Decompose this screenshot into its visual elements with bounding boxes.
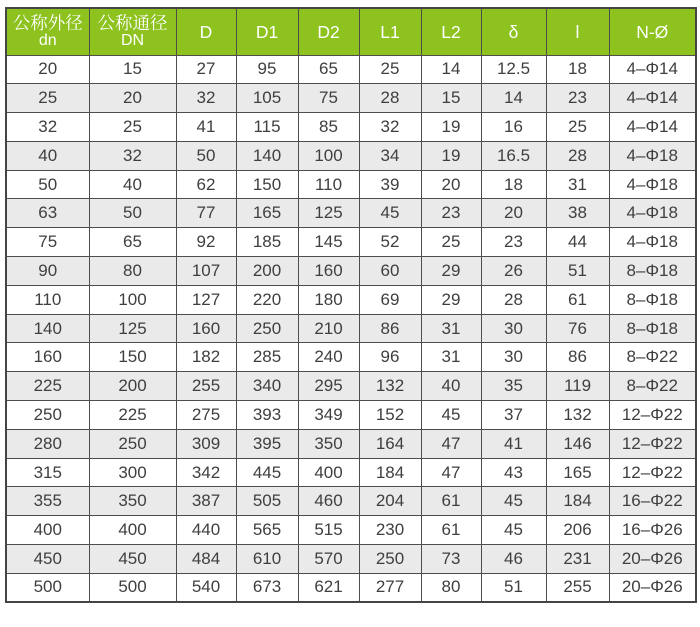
cell: 32	[6, 113, 89, 142]
cell: 206	[546, 516, 609, 545]
cell: 41	[176, 113, 236, 142]
table-row	[6, 141, 696, 170]
cell: 500	[89, 573, 176, 602]
cell: 8–Φ22	[609, 372, 696, 401]
cell: 29	[421, 257, 481, 286]
cell: 220	[236, 285, 298, 314]
cell: 285	[236, 343, 298, 372]
column-header-title: l	[575, 21, 580, 42]
cell: 25	[421, 228, 481, 257]
cell: 107	[176, 257, 236, 286]
table-row	[6, 84, 696, 113]
column-header	[176, 8, 236, 55]
cell: 77	[176, 199, 236, 228]
cell: 309	[176, 429, 236, 458]
column-header	[359, 8, 421, 55]
cell: 225	[6, 372, 89, 401]
table-row	[6, 573, 696, 602]
cell: 515	[298, 516, 359, 545]
column-header-title: D1	[255, 21, 279, 42]
table-row	[6, 113, 696, 142]
cell: 69	[359, 285, 421, 314]
table-header	[6, 8, 696, 55]
cell: 92	[176, 228, 236, 257]
cell: 4–Φ18	[609, 199, 696, 228]
cell: 349	[298, 401, 359, 430]
cell: 146	[546, 429, 609, 458]
cell: 300	[89, 458, 176, 487]
cell: 250	[236, 314, 298, 343]
cell: 40	[6, 141, 89, 170]
cell: 39	[359, 170, 421, 199]
cell: 355	[6, 487, 89, 516]
column-header-subtitle: DN	[120, 32, 145, 50]
cell: 65	[89, 228, 176, 257]
cell: 85	[298, 113, 359, 142]
cell: 8–Φ18	[609, 285, 696, 314]
cell: 200	[89, 372, 176, 401]
cell: 75	[298, 84, 359, 113]
cell: 25	[89, 113, 176, 142]
column-header	[421, 8, 481, 55]
cell: 115	[236, 113, 298, 142]
cell: 210	[298, 314, 359, 343]
cell: 20	[6, 55, 89, 84]
cell: 40	[421, 372, 481, 401]
table-row	[6, 314, 696, 343]
table-row	[6, 199, 696, 228]
cell: 61	[421, 516, 481, 545]
cell: 4–Φ18	[609, 141, 696, 170]
cell: 540	[176, 573, 236, 602]
cell: 160	[176, 314, 236, 343]
cell: 73	[421, 545, 481, 574]
table-row	[6, 401, 696, 430]
cell: 230	[359, 516, 421, 545]
column-header	[481, 8, 546, 55]
flange-dimension-table	[5, 7, 697, 603]
table-row	[6, 516, 696, 545]
cell: 65	[298, 55, 359, 84]
cell: 23	[421, 199, 481, 228]
cell: 96	[359, 343, 421, 372]
cell: 30	[481, 314, 546, 343]
cell: 86	[359, 314, 421, 343]
column-header	[236, 8, 298, 55]
cell: 295	[298, 372, 359, 401]
column-header-title: N-Ø	[636, 21, 669, 42]
cell: 184	[546, 487, 609, 516]
table-row	[6, 55, 696, 84]
column-header	[609, 8, 696, 55]
cell: 400	[298, 458, 359, 487]
cell: 165	[236, 199, 298, 228]
cell: 127	[176, 285, 236, 314]
cell: 95	[236, 55, 298, 84]
cell: 132	[359, 372, 421, 401]
cell: 505	[236, 487, 298, 516]
cell: 62	[176, 170, 236, 199]
cell: 61	[421, 487, 481, 516]
cell: 570	[298, 545, 359, 574]
cell: 395	[236, 429, 298, 458]
cell: 277	[359, 573, 421, 602]
column-header	[546, 8, 609, 55]
cell: 51	[481, 573, 546, 602]
table-row	[6, 487, 696, 516]
column-header	[6, 8, 89, 55]
cell: 250	[359, 545, 421, 574]
cell: 450	[89, 545, 176, 574]
cell: 275	[176, 401, 236, 430]
column-header-title: D	[199, 21, 213, 42]
cell: 30	[481, 343, 546, 372]
cell: 125	[89, 314, 176, 343]
cell: 26	[481, 257, 546, 286]
cell: 340	[236, 372, 298, 401]
cell: 18	[546, 55, 609, 84]
cell: 15	[89, 55, 176, 84]
cell: 45	[481, 516, 546, 545]
cell: 4–Φ18	[609, 228, 696, 257]
cell: 60	[359, 257, 421, 286]
cell: 350	[298, 429, 359, 458]
cell: 460	[298, 487, 359, 516]
cell: 673	[236, 573, 298, 602]
cell: 47	[421, 429, 481, 458]
cell: 25	[6, 84, 89, 113]
cell: 100	[298, 141, 359, 170]
cell: 32	[89, 141, 176, 170]
cell: 28	[546, 141, 609, 170]
cell: 50	[176, 141, 236, 170]
cell: 16–Φ22	[609, 487, 696, 516]
cell: 621	[298, 573, 359, 602]
cell: 400	[6, 516, 89, 545]
cell: 152	[359, 401, 421, 430]
cell: 250	[6, 401, 89, 430]
cell: 185	[236, 228, 298, 257]
cell: 204	[359, 487, 421, 516]
cell: 165	[546, 458, 609, 487]
cell: 400	[89, 516, 176, 545]
table-row	[6, 285, 696, 314]
cell: 150	[89, 343, 176, 372]
cell: 61	[546, 285, 609, 314]
cell: 255	[546, 573, 609, 602]
cell: 40	[89, 170, 176, 199]
column-header-subtitle: dn	[38, 32, 57, 50]
cell: 4–Φ14	[609, 84, 696, 113]
cell: 19	[421, 113, 481, 142]
cell: 4–Φ14	[609, 55, 696, 84]
cell: 18	[481, 170, 546, 199]
cell: 132	[546, 401, 609, 430]
cell: 19	[421, 141, 481, 170]
cell: 37	[481, 401, 546, 430]
cell: 28	[481, 285, 546, 314]
cell: 387	[176, 487, 236, 516]
cell: 110	[6, 285, 89, 314]
cell: 8–Φ22	[609, 343, 696, 372]
cell: 140	[6, 314, 89, 343]
cell: 23	[546, 84, 609, 113]
cell: 164	[359, 429, 421, 458]
cell: 20	[89, 84, 176, 113]
table-row	[6, 429, 696, 458]
cell: 184	[359, 458, 421, 487]
cell: 16.5	[481, 141, 546, 170]
cell: 255	[176, 372, 236, 401]
cell: 160	[6, 343, 89, 372]
cell: 250	[89, 429, 176, 458]
cell: 15	[421, 84, 481, 113]
cell: 4–Φ18	[609, 170, 696, 199]
cell: 16–Φ26	[609, 516, 696, 545]
cell: 4–Φ14	[609, 113, 696, 142]
cell: 110	[298, 170, 359, 199]
cell: 29	[421, 285, 481, 314]
table-row	[6, 545, 696, 574]
column-header-title: L1	[380, 21, 400, 42]
cell: 315	[6, 458, 89, 487]
cell: 12.5	[481, 55, 546, 84]
cell: 445	[236, 458, 298, 487]
cell: 160	[298, 257, 359, 286]
cell: 14	[421, 55, 481, 84]
cell: 231	[546, 545, 609, 574]
table-row	[6, 257, 696, 286]
cell: 45	[481, 487, 546, 516]
cell: 51	[546, 257, 609, 286]
cell: 20–Φ26	[609, 545, 696, 574]
cell: 180	[298, 285, 359, 314]
cell: 440	[176, 516, 236, 545]
cell: 20	[481, 199, 546, 228]
cell: 610	[236, 545, 298, 574]
cell: 80	[421, 573, 481, 602]
cell: 43	[481, 458, 546, 487]
cell: 145	[298, 228, 359, 257]
column-header-title: D2	[317, 21, 340, 42]
cell: 38	[546, 199, 609, 228]
cell: 46	[481, 545, 546, 574]
cell: 393	[236, 401, 298, 430]
cell: 565	[236, 516, 298, 545]
column-header	[89, 8, 176, 55]
cell: 119	[546, 372, 609, 401]
cell: 182	[176, 343, 236, 372]
cell: 14	[481, 84, 546, 113]
cell: 342	[176, 458, 236, 487]
table-body	[6, 55, 696, 602]
cell: 500	[6, 573, 89, 602]
cell: 23	[481, 228, 546, 257]
cell: 100	[89, 285, 176, 314]
cell: 44	[546, 228, 609, 257]
cell: 80	[89, 257, 176, 286]
cell: 50	[6, 170, 89, 199]
cell: 90	[6, 257, 89, 286]
cell: 75	[6, 228, 89, 257]
cell: 20–Φ26	[609, 573, 696, 602]
cell: 484	[176, 545, 236, 574]
cell: 31	[421, 343, 481, 372]
cell: 25	[546, 113, 609, 142]
cell: 45	[359, 199, 421, 228]
cell: 76	[546, 314, 609, 343]
cell: 35	[481, 372, 546, 401]
cell: 34	[359, 141, 421, 170]
table-row	[6, 458, 696, 487]
cell: 140	[236, 141, 298, 170]
cell: 12–Φ22	[609, 401, 696, 430]
table-row	[6, 170, 696, 199]
cell: 20	[421, 170, 481, 199]
cell: 50	[89, 199, 176, 228]
cell: 31	[421, 314, 481, 343]
cell: 12–Φ22	[609, 429, 696, 458]
cell: 225	[89, 401, 176, 430]
cell: 32	[359, 113, 421, 142]
table-row	[6, 228, 696, 257]
column-header-title: δ	[508, 21, 519, 42]
table-row	[6, 343, 696, 372]
cell: 150	[236, 170, 298, 199]
cell: 86	[546, 343, 609, 372]
column-header-title: L2	[441, 21, 461, 42]
cell: 8–Φ18	[609, 314, 696, 343]
cell: 47	[421, 458, 481, 487]
column-header	[298, 8, 359, 55]
cell: 31	[546, 170, 609, 199]
cell: 25	[359, 55, 421, 84]
column-header-title: 公称外径	[12, 12, 83, 33]
header-row	[6, 8, 696, 55]
cell: 27	[176, 55, 236, 84]
cell: 41	[481, 429, 546, 458]
cell: 28	[359, 84, 421, 113]
cell: 125	[298, 199, 359, 228]
cell: 32	[176, 84, 236, 113]
cell: 200	[236, 257, 298, 286]
cell: 450	[6, 545, 89, 574]
cell: 105	[236, 84, 298, 113]
cell: 63	[6, 199, 89, 228]
cell: 16	[481, 113, 546, 142]
cell: 240	[298, 343, 359, 372]
cell: 280	[6, 429, 89, 458]
cell: 45	[421, 401, 481, 430]
cell: 12–Φ22	[609, 458, 696, 487]
cell: 350	[89, 487, 176, 516]
cell: 52	[359, 228, 421, 257]
table-row	[6, 372, 696, 401]
cell: 8–Φ18	[609, 257, 696, 286]
column-header-title: 公称通径	[97, 12, 168, 33]
